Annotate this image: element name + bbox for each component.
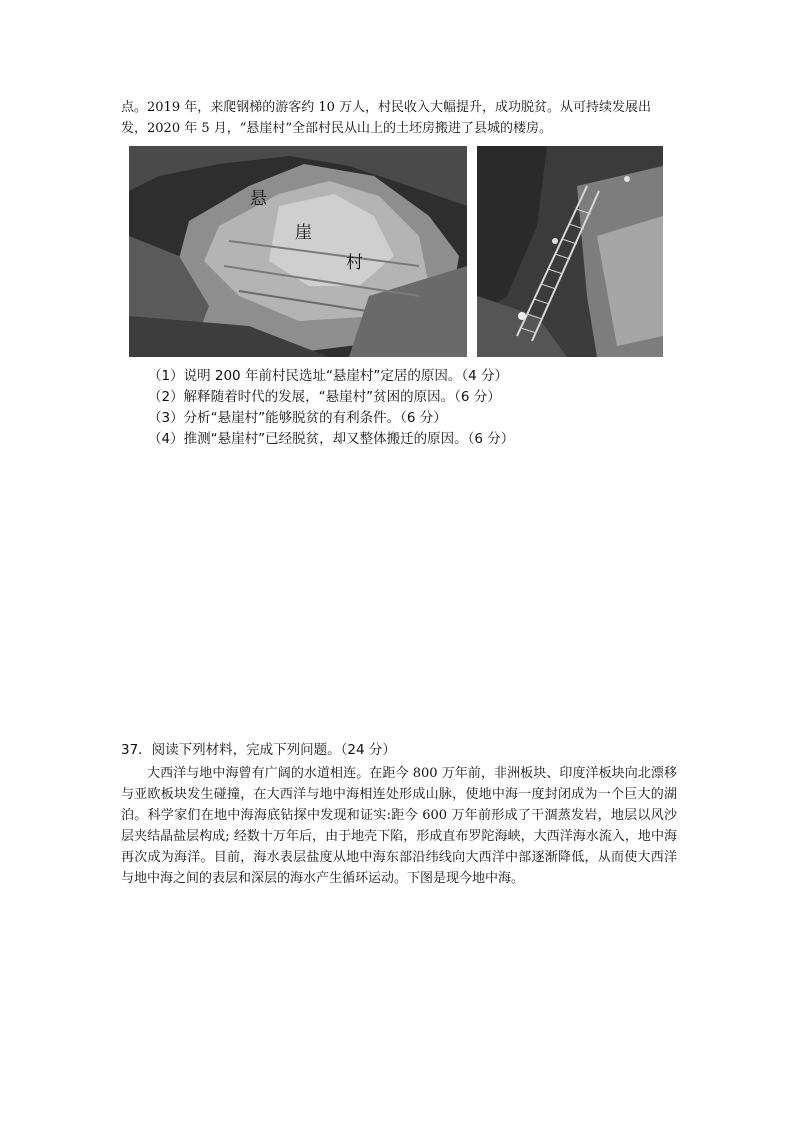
question-3: （3）分析“悬崖村”能够脱贫的有利条件。（6 分） [148, 410, 447, 426]
intro-line-2: 发，2020 年 5 月，“悬崖村”全部村民从山上的土坯房搬进了县城的楼房。 [121, 121, 553, 136]
q37-heading: 37．阅读下列材料，完成下列问题。（24 分） [121, 742, 396, 758]
cliff-village-illustration [129, 146, 467, 357]
photo-label-char-3: 村 [346, 253, 363, 273]
photo-label-char-1: 悬 [250, 189, 267, 209]
cliff-village-photo [129, 146, 467, 357]
question-1: （1）说明 200 年前村民选址“悬崖村”定居的原因。（4 分） [148, 368, 509, 384]
intro-line-1: 点。2019 年，来爬钢梯的游客约 10 万人，村民收入大幅提升，成功脱贫。从可持续发展出 [121, 100, 652, 115]
q37-body: 大西洋与地中海曾有广阔的水道相连。在距今 800 万年前，非洲板块、印度洋板块向北漂移与亚欧板块发生碰撞，在大西洋与地中海相连处形成山脉，使地中海一度封闭成为一个巨大的湖泊。科学家们在地中海海底钻探中发现和证实:距今 600 万年前形成了干涸蒸发岩，地层以风沙层夹结晶盐层构成; 经数十万年后，由于地壳下陷，形成直布罗陀海峡，大西洋海水流入，地中海再次成为海洋。目前，海水表层盐度从地中海东部沿纬线向大西洋中部逐渐降低，从而使大西洋与地中海之间的表层和深层的海水产生循环运动。下图是现今地中海。 [121, 766, 677, 886]
photo-label-char-2: 崖 [295, 223, 312, 243]
question-2: （2）解释随着时代的发展，“悬崖村”贫困的原因。（6 分） [148, 389, 501, 405]
question-4: （4）推测“悬崖村”已经脱贫，却又整体搬迁的原因。（6 分） [148, 431, 515, 447]
intro-paragraph [121, 97, 677, 139]
steel-ladder-photo [477, 146, 663, 357]
steel-ladder-illustration [477, 146, 663, 357]
